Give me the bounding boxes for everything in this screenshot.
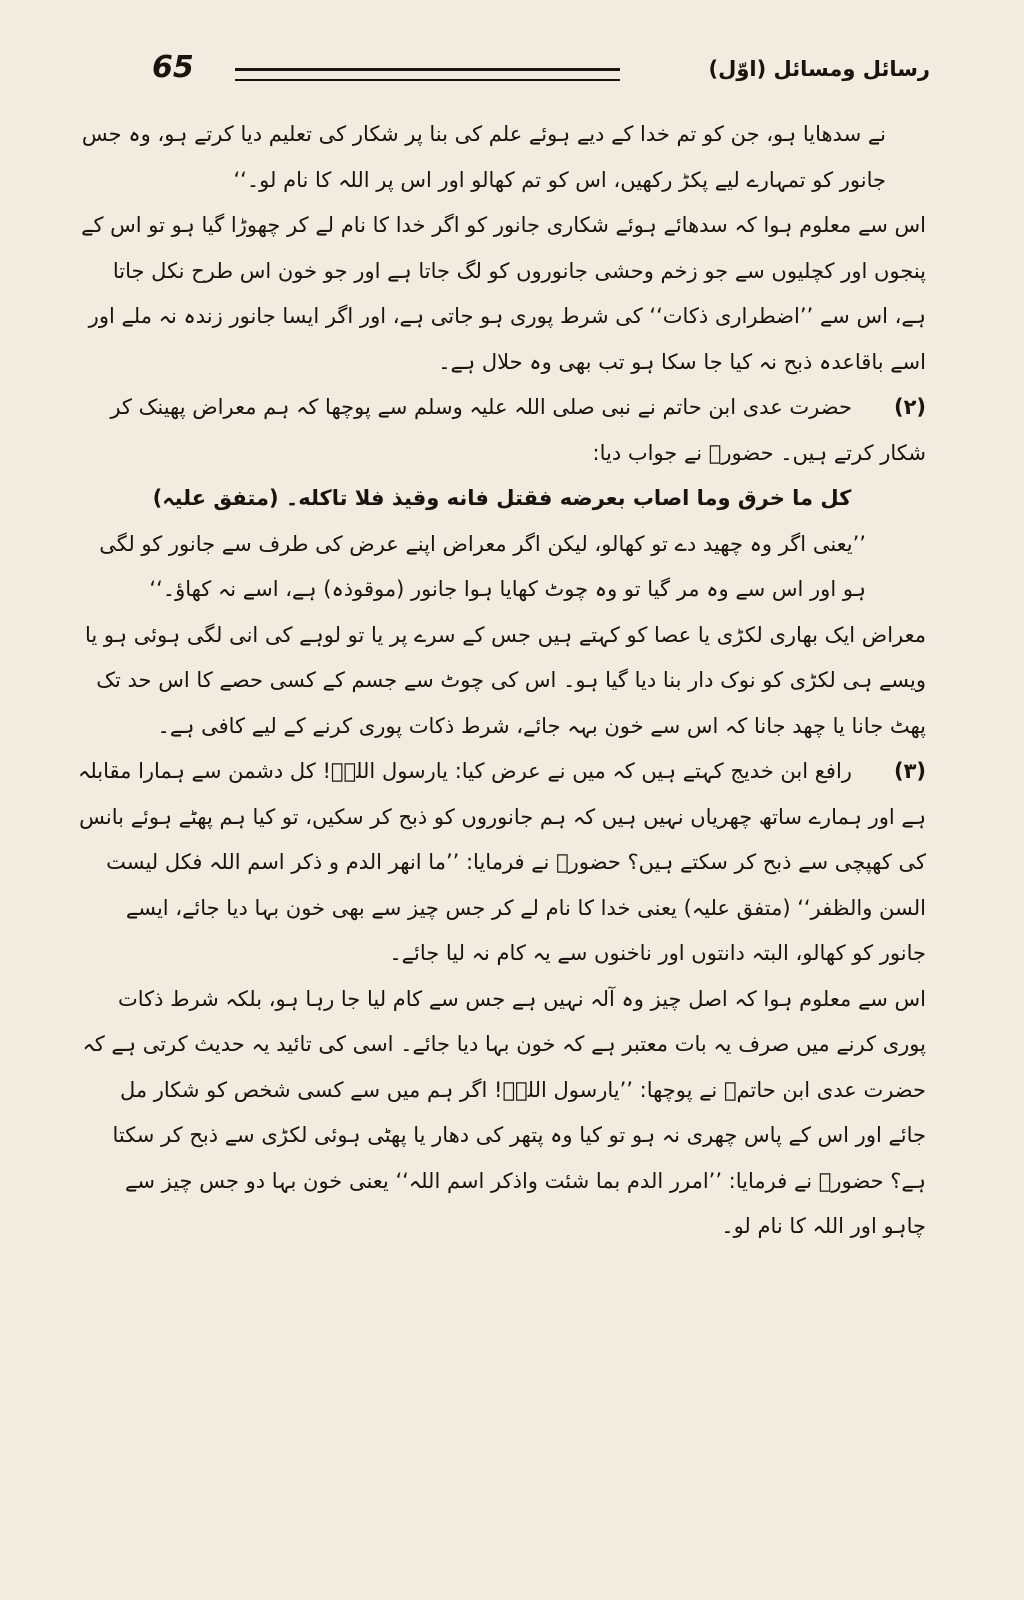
header-rule [235, 68, 620, 81]
page-header [140, 50, 930, 94]
quote-paragraph: نے سدھایا ہو، جن کو تم خدا کے دیے ہوئے علم کی بنا پر شکار کی تعلیم دیا کرتے ہو، وہ جس جانور کو تمہارے لیے پکڑ رکھیں، اس کو تم کھالو اور اس پر اللہ کا نام لو۔‘‘ [81, 122, 886, 192]
book-title: رسائل ومسائل (اوّل) [708, 57, 930, 81]
text-paragraph: اس سے معلوم ہوا کہ اصل چیز وہ آلہ نہیں ہے جس سے کام لیا جا رہا ہو، بلکہ شرط ذکات پوری کرنے میں صرف یہ بات معتبر ہے کہ خون بہا دیا جائے۔ اسی کی تائید یہ حدیث کرتی ہے کہ حضرت عدی ابن حاتمؓ نے پوچھا: ’’یارسول اللہؐ! اگر ہم میں سے کسی شخص کو شکار مل جائے اور اس کے پاس چھری نہ ہو تو کیا وہ پتھر کی دھار یا پھٹی ہوئی لکڑی سے ذبح کر سکتا ہے؟ حضورؐ نے فرمایا: ’’امرر الدم بما شئت واذکر اسم اللہ‘‘ یعنی خون بہا دو جس چیز سے چاہو اور اللہ کا نام لو۔ [82, 986, 926, 1238]
paragraph-number: (۳) [893, 759, 926, 783]
paragraph-text: رافع ابن خدیج کہتے ہیں کہ میں نے عرض کیا: یارسول اللہؐ! کل دشمن سے ہمارا مقابلہ ہے اور ہمارے ساتھ چھریاں نہیں ہیں کہ ہم جانوروں کو ذبح کر سکیں، تو کیا ہم پھٹے ہوئے بانس کی کھپچی سے ذبح کر سکتے ہیں؟ حضورؐ نے فرمایا: ’’ما انھر الدم و ذکر اسم اللہ فکل لیست السن والظفر‘‘ (متفق علیہ) یعنی خدا کا نام لے کر جس چیز سے بھی خون بہا دیا جائے، ایسے جانور کو کھالو، البتہ دانتوں اور ناخنوں سے یہ کام نہ لیا جائے۔ [78, 759, 926, 965]
arabic-hadith: کل ما خرق وما اصاب بعرضه فقتل فانه وقیذ فلا تاکله۔ (متفق علیہ) [152, 486, 852, 510]
numbered-paragraph [78, 385, 926, 476]
text-paragraph: معراض ایک بھاری لکڑی یا عصا کو کہتے ہیں جس کے سرے پر یا تو لوہے کی انی لگی ہوئی ہو یا ویسے ہی لکڑی کو نوک دار بنا دیا گیا ہو۔ اس کی چوٹ سے جسم کے کسی حصے کا اس حد تک پھٹ جانا یا چھد جانا کہ اس سے خون بہہ جائے، شرط ذکات پوری کرنے کے لیے کافی ہے۔ [84, 622, 926, 738]
page-body [78, 112, 926, 1582]
quote-paragraph: ’’یعنی اگر وہ چھید دے تو کھالو، لیکن اگر معراض اپنے عرض کی طرف سے جانور کو لگی ہو اور اس سے وہ مر گیا تو وہ چوٹ کھایا ہوا جانور (موقوذہ) ہے، اسے نہ کھاؤ۔‘‘ [99, 531, 866, 601]
numbered-paragraph [78, 749, 926, 977]
text-paragraph: اس سے معلوم ہوا کہ سدھائے ہوئے شکاری جانور کو اگر خدا کا نام لے کر چھوڑا گیا ہو تو اس کے پنجوں اور کچلیوں سے جو زخم وحشی جانوروں کو لگ جاتا ہے اور جو خون اس طرح نکل جاتا ہے، اس سے ’’اضطراری ذکات‘‘ کی شرط پوری ہو جاتی ہے، اور اگر ایسا جانور زندہ نہ ملے اور اسے باقاعدہ ذبح نہ کیا جا سکا ہو تب بھی وہ حلال ہے۔ [81, 213, 926, 374]
page-number: 65 [152, 50, 194, 85]
paragraph-number: (۲) [893, 395, 926, 419]
paragraph-text: حضرت عدی ابن حاتم نے نبی صلی اللہ علیہ وسلم سے پوچھا کہ ہم معراض پھینک کر شکار کرتے ہیں۔ حضورؐ نے جواب دیا: [110, 395, 926, 465]
